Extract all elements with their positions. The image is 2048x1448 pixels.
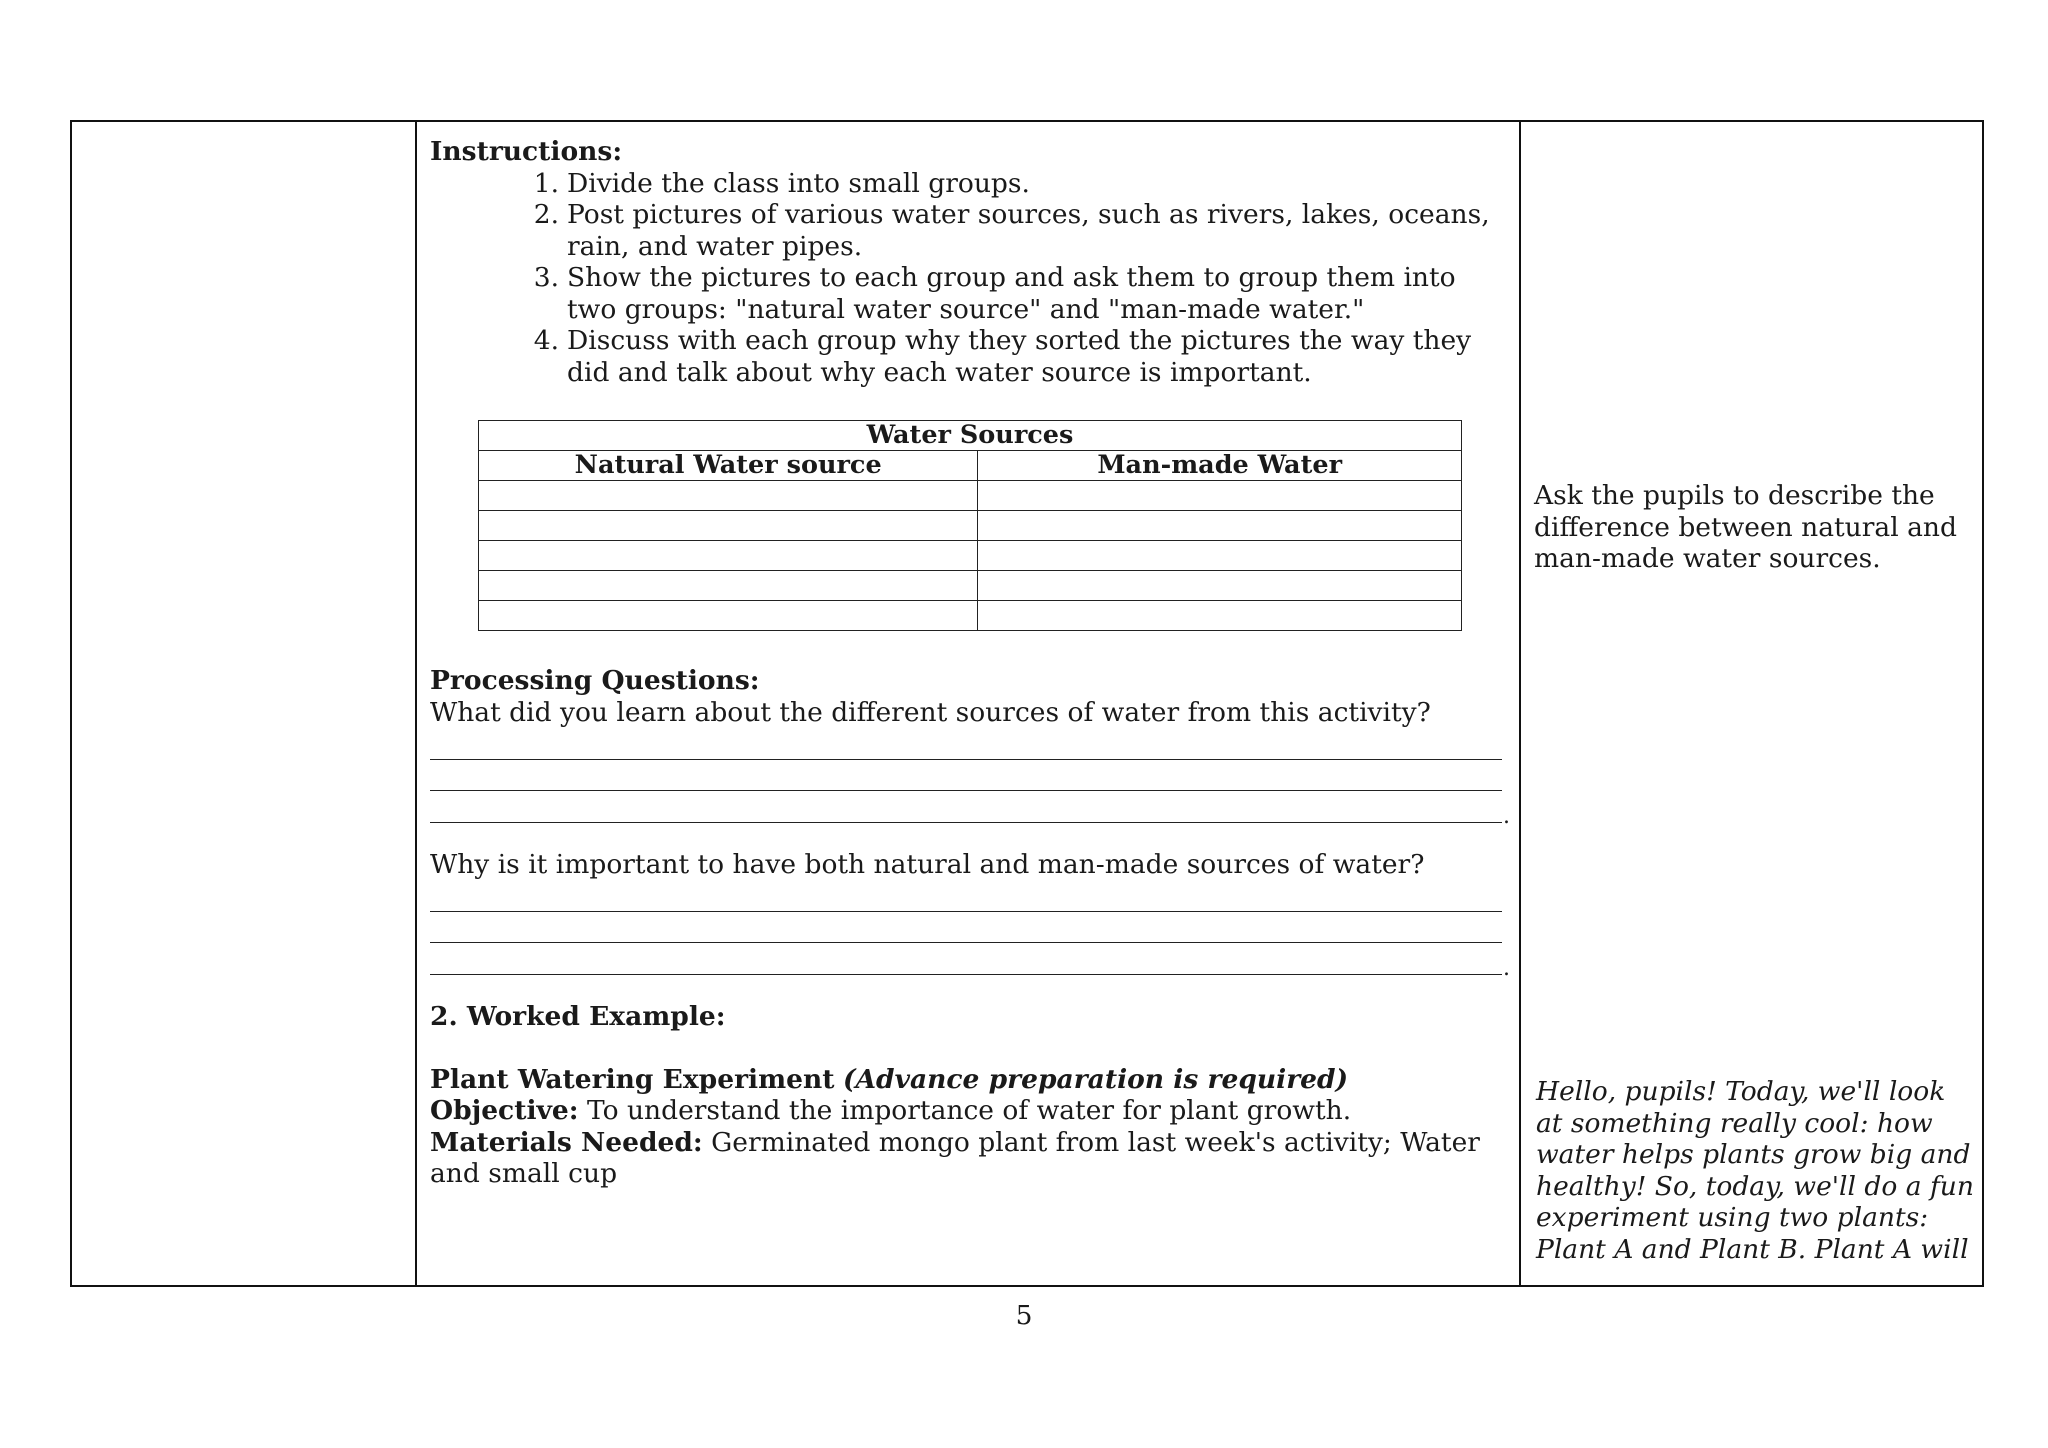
water-sources-title: Water Sources — [479, 421, 1462, 451]
experiment-title: Plant Watering Experiment — [430, 1063, 835, 1095]
table-row — [479, 601, 1462, 631]
answer-line — [430, 791, 1510, 829]
table-cell — [479, 541, 978, 571]
table-row — [479, 571, 1462, 601]
natural-column-header: Natural Water source — [479, 451, 978, 481]
instructions-heading: Instructions: — [430, 136, 623, 167]
objective-line — [430, 1095, 1510, 1127]
water-sources-table — [478, 420, 1462, 631]
processing-question-1: What did you learn about the different sources of water from this activity? — [430, 696, 1431, 728]
experiment-note: (Advance preparation is required) — [842, 1063, 1349, 1095]
experiment-title-line — [430, 1064, 1510, 1096]
answer-line — [430, 728, 1502, 760]
instructions-list — [430, 168, 1510, 389]
table-cell — [978, 601, 1462, 631]
table-cell — [978, 511, 1462, 541]
worked-example-heading: 2. Worked Example: — [430, 1000, 726, 1032]
lesson-plan-table — [70, 120, 1984, 1287]
table-row — [479, 481, 1462, 511]
teacher-note-describe: Ask the pupils to describe the difference between natural and man-made water sources. — [1534, 480, 1957, 574]
column-divider-right — [1519, 122, 1521, 1285]
instruction-step: 3. Show the pictures to each group and ask them to group them into two groups: "natural water source" and "man-made water." — [533, 262, 1456, 325]
activity-column — [430, 136, 1510, 1190]
line-period: . — [1503, 955, 1510, 981]
processing-questions-heading: Processing Questions: — [430, 665, 760, 696]
table-row — [479, 541, 1462, 571]
materials-line — [430, 1127, 1510, 1190]
materials-text: Germinated mongo plant from last week's activity; Water and small cup — [430, 1126, 1480, 1189]
table-cell — [479, 571, 978, 601]
table-cell — [479, 511, 978, 541]
instruction-step: 2. Post pictures of various water sources, such as rivers, lakes, oceans, rain, and water pipes. — [533, 199, 1490, 262]
manmade-column-header: Man-made Water — [978, 451, 1462, 481]
table-cell — [978, 541, 1462, 571]
answer-line — [430, 912, 1502, 944]
objective-label: Objective: — [430, 1095, 579, 1126]
answer-line — [430, 880, 1502, 912]
table-row — [479, 511, 1462, 541]
objective-text: To understand the importance of water for plant growth. — [578, 1095, 1352, 1126]
table-cell — [479, 601, 978, 631]
instruction-step: 1. Divide the class into small groups. — [533, 167, 1030, 199]
processing-question-2: Why is it important to have both natural and man-made sources of water? — [430, 848, 1425, 880]
teacher-script-intro: Hello, pupils! Today, we'll look at something really cool: how water helps plants grow big and healthy! So, today, we'll do a fun experiment using two plants: Plant A and Plant B. Plant A will — [1536, 1076, 1974, 1265]
page-number: 5 — [1015, 1300, 1033, 1331]
table-cell — [978, 571, 1462, 601]
instruction-step: 4. Discuss with each group why they sorted the pictures the way they did and talk about why each water source is important. — [533, 325, 1472, 388]
column-divider-left — [415, 122, 417, 1285]
line-period: . — [1503, 803, 1510, 829]
answer-line — [430, 760, 1502, 792]
answer-line — [430, 943, 1510, 981]
materials-label: Materials Needed: — [430, 1126, 703, 1158]
table-cell — [479, 481, 978, 511]
table-cell — [978, 481, 1462, 511]
